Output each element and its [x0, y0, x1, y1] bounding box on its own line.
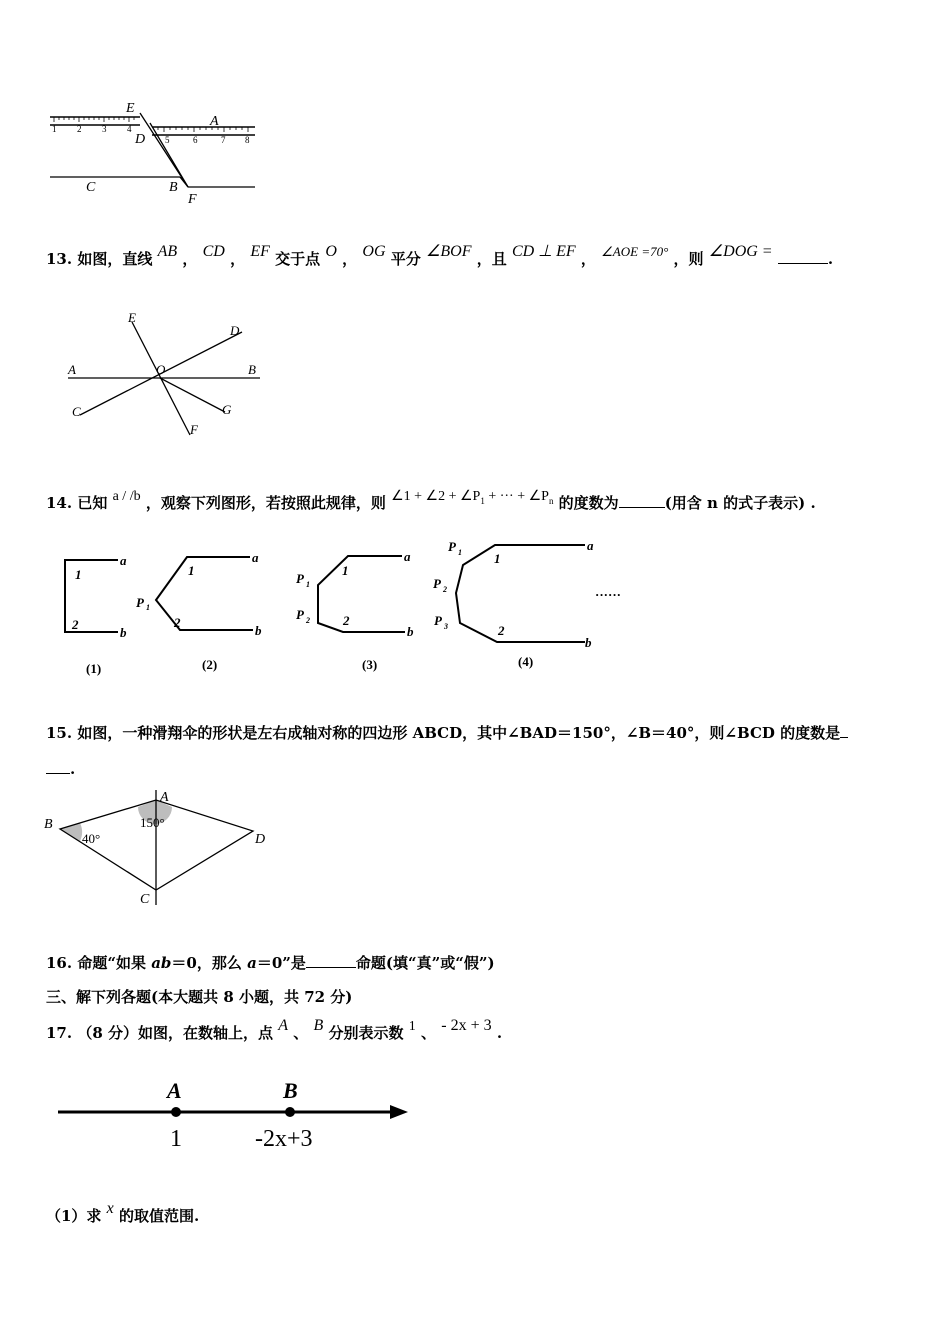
math-angle-sum [391, 489, 553, 504]
q13-text: 交于点 [275, 250, 321, 268]
label-D: D [230, 323, 240, 338]
q16-text: ＝0”是 [256, 954, 306, 972]
sum-part: + ··· + ∠P [484, 489, 549, 504]
label-F: F [190, 422, 198, 437]
label-D: D [255, 832, 266, 847]
label-A: A [68, 362, 76, 377]
q16-text: ＝0，那么 [171, 954, 248, 972]
math-x: x [106, 1200, 114, 1217]
answer-blank[interactable] [619, 507, 665, 508]
tick-label: 3 [102, 124, 107, 134]
label-2: 2 [174, 615, 181, 630]
label-P: P [136, 595, 144, 610]
answer-blank[interactable] [778, 263, 828, 264]
math-angle-BOF: ∠BOF [426, 243, 472, 260]
question-number: 14. [46, 494, 73, 512]
q17-text: 分别表示数 [328, 1024, 404, 1042]
q16-text: 命题(填“真”或“假”) [355, 954, 495, 972]
math-expression: - 2x + 3 [441, 1017, 492, 1034]
separator: 、 [421, 1024, 437, 1042]
answer-blank[interactable] [840, 737, 848, 738]
q13-text: ，则 [673, 250, 704, 268]
label-angle-B: 40° [82, 831, 101, 846]
point-B [285, 1107, 295, 1117]
segment-BF [180, 177, 188, 187]
label-E: E [126, 101, 135, 116]
q14-text: (用含 n 的式子表示) . [664, 494, 816, 512]
question-17-part-1 [46, 1200, 200, 1226]
label-E: E [128, 310, 136, 325]
tick-label: 2 [77, 124, 82, 134]
math-O: O [325, 243, 337, 260]
q14-text: ，观察下列图形，若按照此规律，则 [145, 494, 386, 512]
pattern-3 [318, 556, 405, 632]
math-A: A [278, 1017, 289, 1034]
sub-n: n [548, 495, 554, 506]
label-C: C [72, 404, 81, 419]
period: . [827, 250, 834, 268]
label-A: A [167, 1078, 182, 1103]
q15-figure [40, 785, 280, 910]
label-b: b [585, 635, 592, 650]
label-P: P [433, 576, 441, 591]
separator: ， [342, 250, 358, 268]
question-14 [46, 489, 816, 514]
math-parallel: a / /b [112, 489, 141, 504]
question-13 [46, 243, 834, 269]
label-1: 1 [188, 563, 195, 578]
label-sub: 2 [306, 616, 310, 625]
q14-text: 已知 [77, 494, 108, 512]
math-CD: CD [202, 243, 225, 260]
q13-text: 平分 [390, 250, 421, 268]
label-P: P [296, 607, 304, 622]
label-O: O [156, 362, 166, 377]
question-15-cont [46, 760, 75, 778]
math-ab: ab [151, 954, 172, 972]
label-value-A: 1 [170, 1126, 182, 1152]
label-B: B [283, 1078, 298, 1103]
question-number: 13. [46, 250, 73, 268]
label-G: G [222, 402, 232, 417]
tick-label: 1 [52, 124, 57, 134]
label-value-B: -2x+3 [255, 1126, 313, 1152]
label-2: 2 [72, 617, 79, 632]
sub-1: 1 [480, 495, 485, 506]
label-a: a [120, 553, 127, 568]
question-number: 16. [46, 954, 73, 972]
label-a: a [252, 550, 259, 565]
label-sub: 3 [444, 622, 448, 631]
q17-1-text: （1）求 [46, 1207, 102, 1225]
label-A: A [210, 114, 219, 129]
q14-text: 的度数为 [558, 494, 619, 512]
label-b: b [407, 624, 414, 639]
math-perpendicular: CD ⊥ EF [511, 243, 576, 260]
caption-2: (2) [202, 657, 218, 672]
q13-figure [60, 310, 280, 440]
period: . [70, 760, 76, 778]
label-sub: 1 [306, 580, 310, 589]
label-D: D [135, 132, 146, 147]
math-AB: AB [157, 243, 178, 260]
label-P: P [296, 571, 304, 586]
pattern-2 [156, 557, 253, 630]
q17-1-text: 的取值范围. [119, 1207, 200, 1225]
question-16 [46, 952, 495, 973]
tick-label: 8 [245, 135, 250, 145]
separator: ， [230, 250, 246, 268]
pattern-4 [456, 545, 585, 642]
label-2: 2 [343, 613, 350, 628]
label-1: 1 [342, 563, 349, 578]
answer-blank[interactable] [46, 773, 70, 774]
caption-4: (4) [518, 654, 534, 669]
ruler-figure [40, 95, 270, 210]
question-number: 15. [46, 724, 73, 742]
sum-part: ∠1 + ∠2 + ∠P [391, 489, 481, 504]
q13-text: ，且 [476, 250, 507, 268]
label-sub: 1 [458, 548, 462, 557]
label-A: A [160, 790, 169, 805]
caption-3: (3) [362, 657, 378, 672]
label-b: b [255, 623, 262, 638]
point-A [171, 1107, 181, 1117]
number-line-figure [50, 1070, 420, 1160]
label-P: P [434, 613, 442, 628]
separator: ， [580, 250, 596, 268]
section-heading: 三、解下列各题(本大题共 8 小题，共 72 分) [46, 988, 353, 1006]
q13-text: 如图，直线 [77, 250, 153, 268]
label-B: B [169, 180, 178, 195]
label-1: 1 [494, 551, 501, 566]
tick-label: 5 [165, 135, 170, 145]
answer-blank[interactable] [306, 967, 356, 968]
arrow-head-icon [390, 1105, 408, 1119]
tick-label: 6 [193, 135, 198, 145]
label-angle-A: 150° [140, 815, 165, 830]
q17-text: （8 分）如图，在数轴上，点 [77, 1024, 274, 1042]
question-17 [46, 1017, 503, 1043]
tick-label: 7 [221, 135, 226, 145]
q16-text: 命题“如果 [77, 954, 152, 972]
label-a: a [587, 538, 594, 553]
math-number-1: 1 [408, 1019, 416, 1034]
label-1: 1 [75, 567, 82, 582]
label-P: P [448, 539, 456, 554]
math-OG: OG [362, 243, 386, 260]
label-b: b [120, 625, 127, 640]
label-sub: 2 [443, 585, 447, 594]
separator: ， [182, 250, 198, 268]
period: . [496, 1024, 503, 1042]
math-angle-AOE: ∠AOE =70° [601, 244, 669, 259]
question-number: 17. [46, 1024, 73, 1042]
label-C: C [140, 892, 150, 907]
math-a: a [247, 954, 257, 972]
label-F: F [188, 192, 197, 207]
math-B: B [313, 1017, 324, 1034]
continuation-dots: ······ [595, 587, 622, 602]
label-C: C [86, 180, 96, 195]
caption-1: (1) [86, 661, 102, 676]
label-B: B [44, 817, 53, 832]
question-15 [46, 722, 848, 743]
q14-figures [50, 535, 650, 685]
tick-label: 4 [127, 124, 132, 134]
math-angle-DOG: ∠DOG = [708, 243, 773, 260]
q15-text: 如图，一种滑翔伞的形状是左右成轴对称的四边形 ABCD，其中∠BAD＝150°，∠B＝40°，则∠BCD 的度数是 [77, 724, 841, 742]
label-sub: 1 [146, 603, 150, 612]
math-EF: EF [250, 243, 270, 260]
label-a: a [404, 549, 411, 564]
separator: 、 [293, 1024, 309, 1042]
label-2: 2 [498, 623, 505, 638]
label-B: B [248, 362, 256, 377]
